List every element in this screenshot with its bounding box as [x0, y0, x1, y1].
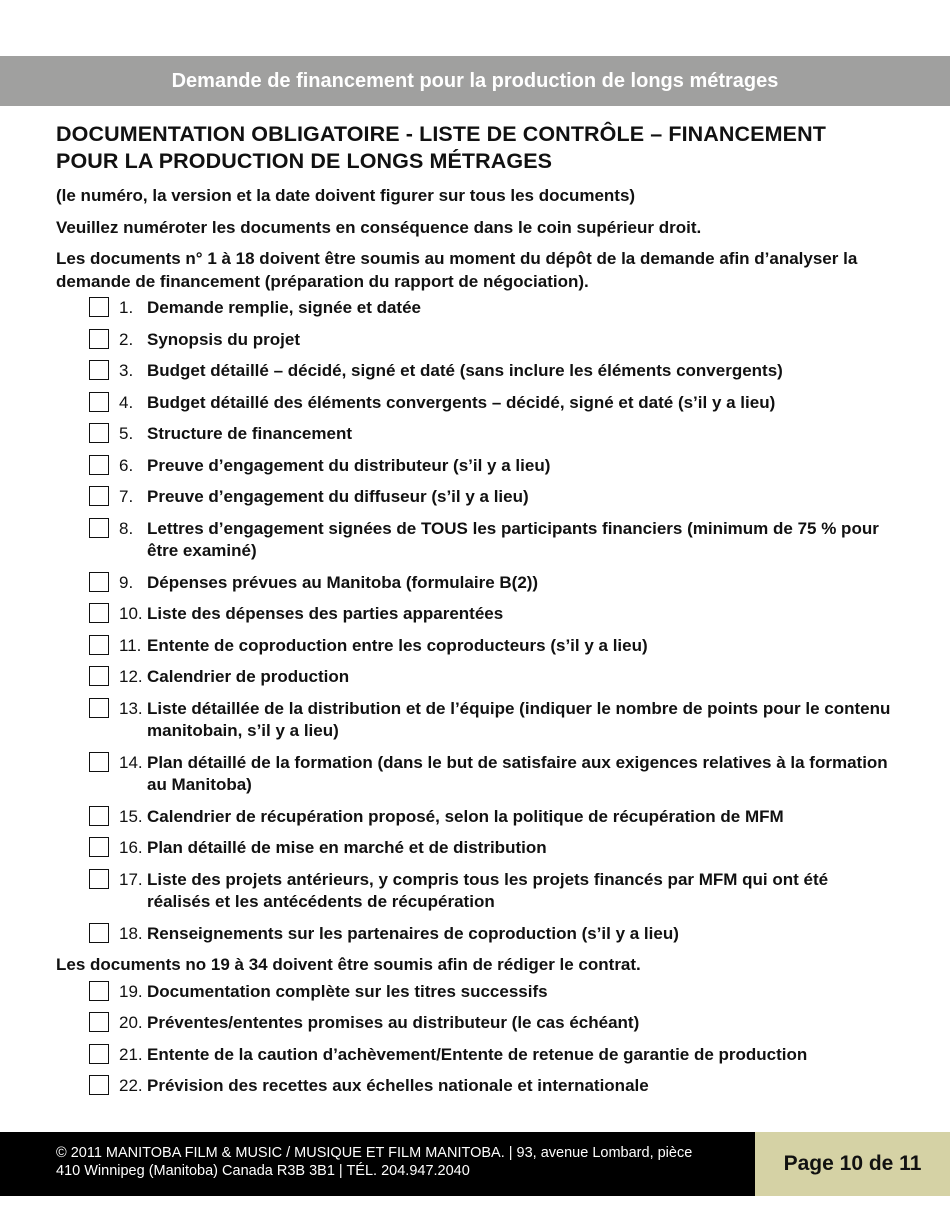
checkbox[interactable] [89, 837, 109, 857]
header-bar [0, 56, 950, 106]
checkbox[interactable] [89, 360, 109, 380]
item-number: 9. [119, 572, 134, 592]
checklist-item [56, 360, 896, 383]
item-text: Plan détaillé de la formation (dans le but de satisfaire aux exigences relatives à la formation au Manitoba) [147, 752, 888, 794]
item-text: Budget détaillé – décidé, signé et daté (sans inclure les éléments convergents) [147, 361, 783, 380]
item-text: Budget détaillé des éléments convergents – décidé, signé et daté (s’il y a lieu) [147, 392, 776, 412]
checkbox[interactable] [89, 806, 109, 826]
item-number: 8. [119, 518, 134, 538]
item-text: Prévision des recettes aux échelles nationale et internationale [147, 1076, 649, 1095]
footer-copyright-line-2: 410 Winnipeg (Manitoba) Canada R3B 3B1 | TÉL. 204.947.2040 [56, 1163, 470, 1179]
item-number: 20. [119, 1013, 143, 1032]
checklist-item [56, 837, 896, 860]
main-content [56, 121, 896, 1107]
checklist-item [56, 752, 896, 797]
item-number: 18. [119, 923, 143, 943]
item-text: Plan détaillé de mise en marché et de distribution [147, 838, 547, 857]
item-number: 22. [119, 1076, 143, 1095]
item-text: Calendrier de récupération proposé, selon la politique de récupération de MFM [147, 806, 784, 826]
page-title-line-2: POUR LA PRODUCTION DE LONGS MÉTRAGES [56, 149, 553, 173]
checklist-item [56, 666, 896, 689]
checkbox[interactable] [89, 486, 109, 506]
header-title: Demande de financement pour la production de longs métrages [171, 69, 779, 92]
checklist-section1 [56, 297, 896, 945]
checklist-section2 [56, 981, 896, 1098]
checklist-item [56, 923, 896, 946]
item-number: 15. [119, 806, 143, 826]
checklist-item [56, 329, 896, 352]
checkbox[interactable] [89, 518, 109, 538]
checkbox[interactable] [89, 666, 109, 686]
item-number: 12. [119, 667, 143, 686]
item-number: 3. [119, 361, 134, 380]
item-text: Dépenses prévues au Manitoba (formulaire B(2)) [147, 572, 539, 592]
item-number: 13. [119, 698, 143, 718]
checklist-item [56, 603, 896, 626]
item-number: 5. [119, 424, 134, 443]
section1-intro: Les documents n° 1 à 18 doivent être soumis au moment du dépôt de la demande afin d’analyser la demande de financement (préparation du rapport de négociation). [56, 249, 858, 291]
page-number-label: Page 10 de 11 [783, 1152, 922, 1175]
item-number: 6. [119, 455, 134, 475]
item-text: Calendrier de production [147, 667, 350, 686]
checklist-item [56, 518, 896, 563]
page-number [755, 1132, 950, 1196]
item-text: Renseignements sur les partenaires de coproduction (s’il y a lieu) [147, 923, 679, 943]
item-text: Structure de financement [147, 424, 352, 443]
checklist-item [56, 869, 896, 914]
item-text: Liste des dépenses des parties apparentées [147, 604, 504, 623]
checkbox[interactable] [89, 923, 109, 943]
item-number: 10. [119, 604, 143, 623]
item-number: 1. [119, 298, 134, 317]
checklist-item [56, 423, 896, 446]
item-text: Lettres d’engagement signées de TOUS les participants financiers (minimum de 75 % pour être examiné) [147, 518, 879, 560]
checklist-item [56, 572, 896, 595]
section2-intro: Les documents no 19 à 34 doivent être soumis afin de rédiger le contrat. [56, 955, 641, 974]
page-title-line-1: DOCUMENTATION OBLIGATOIRE - LISTE DE CONTRÔLE – FINANCEMENT [56, 122, 826, 146]
document-note: (le numéro, la version et la date doivent figurer sur tous les documents) [56, 186, 636, 205]
item-text: Preuve d’engagement du diffuseur (s’il y a lieu) [147, 487, 529, 506]
checklist-item [56, 1044, 896, 1067]
checkbox[interactable] [89, 297, 109, 317]
item-text: Liste des projets antérieurs, y compris tous les projets financés par MFM qui ont été réalisés et les antécédents de récupération [147, 869, 829, 911]
checklist-item [56, 486, 896, 509]
checkbox[interactable] [89, 635, 109, 655]
checkbox[interactable] [89, 423, 109, 443]
checkbox[interactable] [89, 455, 109, 475]
footer [0, 1132, 950, 1196]
checkbox[interactable] [89, 572, 109, 592]
checklist-item [56, 455, 896, 478]
footer-copyright-line-1: © 2011 MANITOBA FILM & MUSIC / MUSIQUE ET FILM MANITOBA. | 93, avenue Lombard, pièce [56, 1145, 693, 1161]
checklist-item [56, 981, 896, 1004]
item-number: 2. [119, 329, 134, 349]
checklist-item [56, 806, 896, 829]
item-text: Préventes/ententes promises au distributeur (le cas échéant) [147, 1013, 640, 1032]
item-number: 17. [119, 869, 143, 889]
checkbox[interactable] [89, 752, 109, 772]
footer-copyright [0, 1132, 755, 1196]
item-number: 14. [119, 752, 143, 772]
checklist-item [56, 297, 896, 320]
checkbox[interactable] [89, 392, 109, 412]
item-text: Preuve d’engagement du distributeur (s’il y a lieu) [147, 455, 551, 475]
item-number: 16. [119, 838, 143, 857]
item-text: Entente de coproduction entre les coproducteurs (s’il y a lieu) [147, 635, 648, 655]
checkbox[interactable] [89, 1075, 109, 1095]
numbering-instruction: Veuillez numéroter les documents en conséquence dans le coin supérieur droit. [56, 217, 702, 237]
item-text: Liste détaillée de la distribution et de l’équipe (indiquer le nombre de points pour le contenu manitobain, s’il y a lieu) [147, 698, 891, 740]
checklist-item [56, 392, 896, 415]
checklist-item [56, 1012, 896, 1035]
item-text: Demande remplie, signée et datée [147, 298, 421, 317]
item-text: Synopsis du projet [147, 329, 301, 349]
checkbox[interactable] [89, 1012, 109, 1032]
item-number: 11. [119, 635, 142, 655]
checkbox[interactable] [89, 869, 109, 889]
checkbox[interactable] [89, 698, 109, 718]
checklist-item [56, 1075, 896, 1098]
page-title [56, 121, 896, 175]
item-text: Documentation complète sur les titres successifs [147, 981, 548, 1001]
checkbox[interactable] [89, 1044, 109, 1064]
item-number: 4. [119, 392, 134, 412]
checkbox[interactable] [89, 603, 109, 623]
checklist-item [56, 698, 896, 743]
item-text: Entente de la caution d’achèvement/Entente de retenue de garantie de production [147, 1044, 808, 1064]
item-number: 19. [119, 981, 143, 1001]
item-number: 7. [119, 487, 134, 506]
checkbox[interactable] [89, 329, 109, 349]
checkbox[interactable] [89, 981, 109, 1001]
checklist-item [56, 635, 896, 658]
item-number: 21. [119, 1044, 143, 1064]
